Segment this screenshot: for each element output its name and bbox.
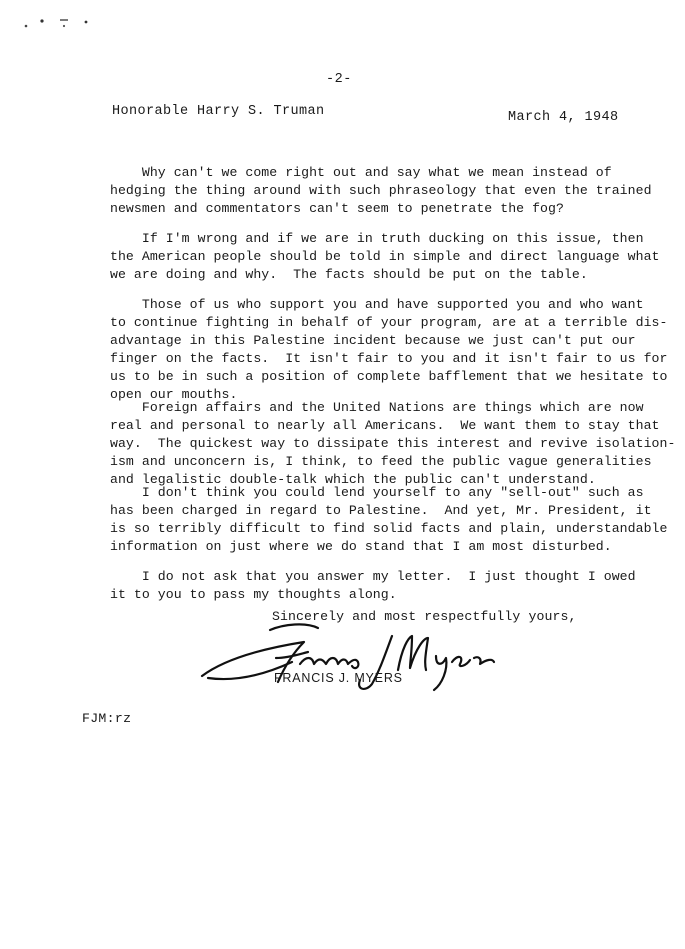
body-paragraph: I do not ask that you answer my letter. I just thought I owed it to you to pass my thoughts along. [110,569,636,602]
recipient-line: Honorable Harry S. Truman [112,104,325,119]
body-paragraph: Foreign affairs and the United Nations are things which are now real and personal to nearly all Americans. We want them to stay that way. The quickest way to dissipate this interest and revive isolation- ism and unconcern is, I think, to feed the public vague generalities and legalistic double-talk which the public can't understand. [110,400,676,487]
paper-specks [22,12,102,42]
page-number: -2- [326,72,352,87]
body-paragraph: I don't think you could lend yourself to any "sell-out" such as has been charged in regard to Palestine. And yet, Mr. President, it is so terribly difficult to find solid facts and plain, understandable information on just where we do stand that I am most disturbed. [110,485,668,554]
closing-line: Sincerely and most respectfully yours, [272,609,577,624]
body-paragraph: Why can't we come right out and say what we mean instead of hedging the thing around with such phraseology that even the trained newsmen and commentators can't seem to penetrate the fog? [110,165,652,216]
body-paragraph: If I'm wrong and if we are in truth ducking on this issue, then the American people should be told in simple and direct language what we are doing and why. The facts should be put on the table. [110,231,660,282]
letter-date: March 4, 1948 [508,110,619,125]
typed-signer-name: FRANCIS J. MYERS [274,671,403,685]
handwritten-signature [196,618,496,698]
reference-initials: FJM:rz [82,711,132,726]
body-paragraph: Those of us who support you and have supported you and who want to continue fighting in behalf of your program, are at a terrible dis- advantage in this Palestine incident because we just can't put our finger on the facts. It isn't fair to you and it isn't fair to us for us to be in such a position of complete bafflement that we hesitate to open our mouths. [110,297,668,402]
